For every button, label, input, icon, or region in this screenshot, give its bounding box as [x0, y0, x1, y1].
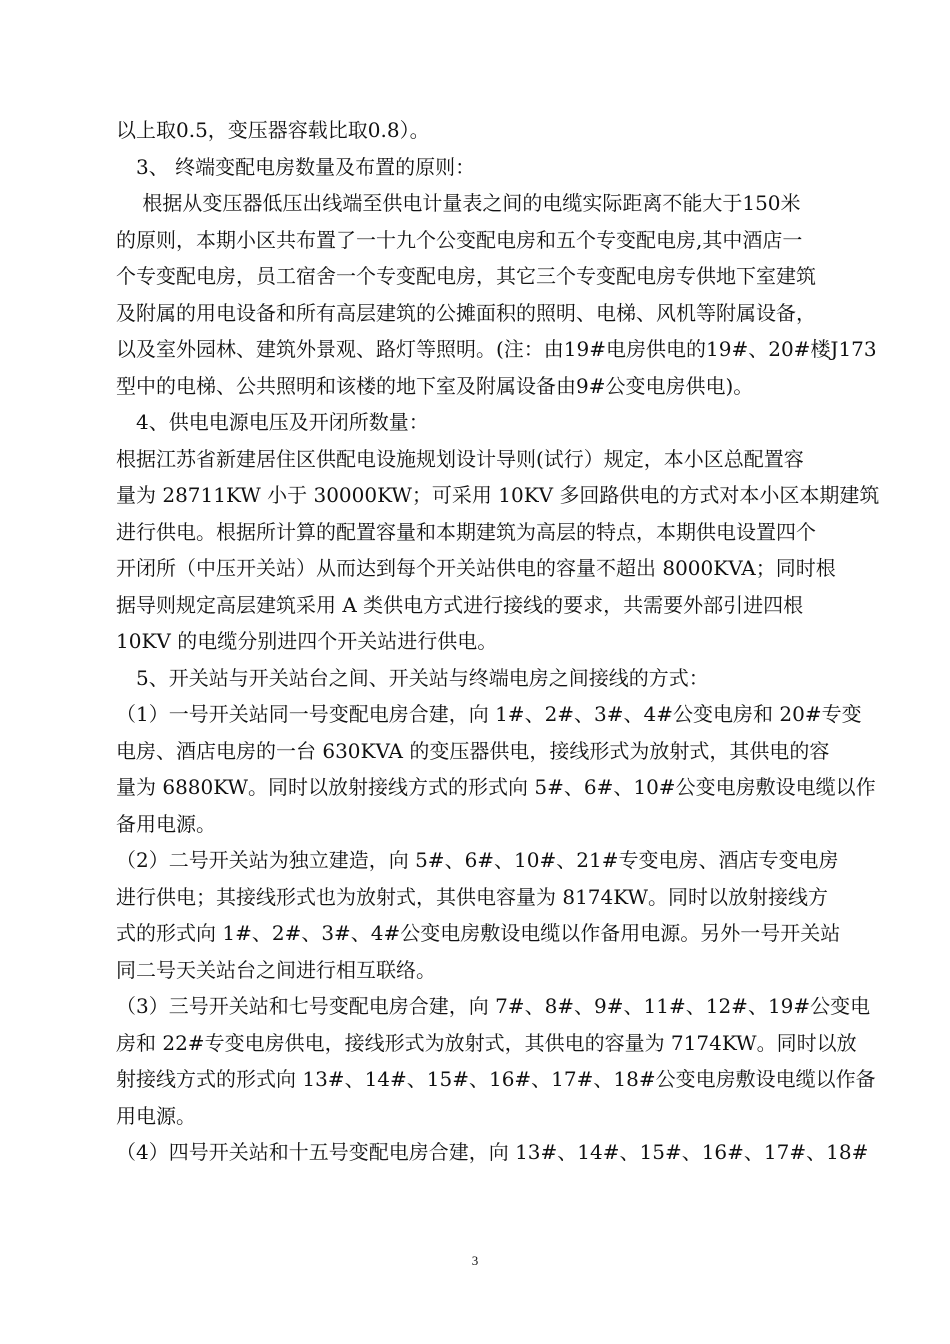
text-line: 以上取0.5，变压器容载比取0.8）。 [116, 118, 430, 142]
text-line: 进行供电；其接线形式也为放射式，其供电容量为 8174KW。同时以放射接线方 [116, 884, 829, 909]
text-line: 根据从变压器低压出线端至供电计量表之间的电缆实际距离不能大于150米 [116, 191, 801, 215]
text-line: 量为 6880KW。同时以放射接线方式的形式向 5#、6#、10#公变电房敷设电缆以作 [116, 775, 876, 799]
text-line: 备用电源。 [116, 811, 216, 836]
text-line: 电房、酒店电房的一台 630KVA 的变压器供电，接线形式为放射式，其供电的容 [116, 738, 830, 763]
text-line: （3）三号开关站和七号变配电房合建，向 7#、8#、9#、11#、12#、19#公变电 [116, 994, 871, 1018]
text-line: 房和 22#专变电房供电，接线形式为放射式，其供电的容量为 7174KW。同时以放 [116, 1030, 857, 1055]
text-line: 及附属的用电设备和所有高层建筑的公摊面积的照明、电梯、风机等附属设备， [116, 300, 816, 325]
text-line: 进行供电。根据所计算的配置容量和本期建筑为高层的特点，本期供电设置四个 [116, 519, 816, 544]
text-line: 式的形式向 1#、2#、3#、4#公变电房敷设电缆以作备用电源。另外一号开关站 [116, 921, 841, 945]
text-line: 开闭所（中压开关站）从而达到每个开关站供电的容量不超出 8000KVA；同时根 [116, 556, 836, 580]
body-text [116, 112, 880, 1171]
text-line: 据导则规定高层建筑采用 A 类供电方式进行接线的要求，共需要外部引进四根 [116, 592, 804, 617]
text-line: 型中的电梯、公共照明和该楼的地下室及附属设备由9#公变电房供电)。 [116, 373, 754, 398]
text-line: 量为 28711KW 小于 30000KW；可采用 10KV 多回路供电的方式对本小区本期建筑 [116, 483, 880, 507]
text-line: （4）四号开关站和十五号变配电房合建，向 13#、14#、15#、16#、17#、18# [116, 1140, 869, 1164]
section-heading-4: 4、供电电源电压及开闭所数量： [116, 410, 429, 434]
text-line: 用电源。 [116, 1103, 196, 1128]
section-heading-5: 5、开关站与开关站台之间、开关站与终端电房之间接线的方式： [116, 665, 709, 690]
page-number: 3 [471, 1253, 479, 1268]
text-line: （2）二号开关站为独立建造，向 5#、6#、10#、21#专变电房、酒店专变电房 [116, 848, 839, 872]
text-line: 射接线方式的形式向 13#、14#、15#、16#、17#、18#公变电房敷设电缆以作备 [116, 1067, 876, 1091]
text-line: （1）一号开关站同一号变配电房合建，向 1#、2#、3#、4#公变电房和 20#专变 [116, 702, 862, 726]
text-line: 以及室外园林、建筑外景观、路灯等照明。(注：由19#电房供电的19#、20#楼J173 [116, 337, 877, 361]
text-line: 10KV 的电缆分别进四个开关站进行供电。 [116, 629, 498, 653]
text-line: 根据江苏省新建居住区供配电设施规划设计导则(试行）规定，本小区总配置容 [116, 446, 804, 471]
text-line: 个专变配电房，员工宿舍一个专变配电房，其它三个专变配电房专供地下室建筑 [116, 264, 816, 288]
section-heading-3: 3、 终端变配电房数量及布置的原则： [116, 154, 476, 179]
text-line: 同二号天关站台之间进行相互联络。 [116, 957, 436, 982]
text-line: 的原则，本期小区共布置了一十九个公变配电房和五个专变配电房,其中酒店一 [116, 227, 803, 252]
